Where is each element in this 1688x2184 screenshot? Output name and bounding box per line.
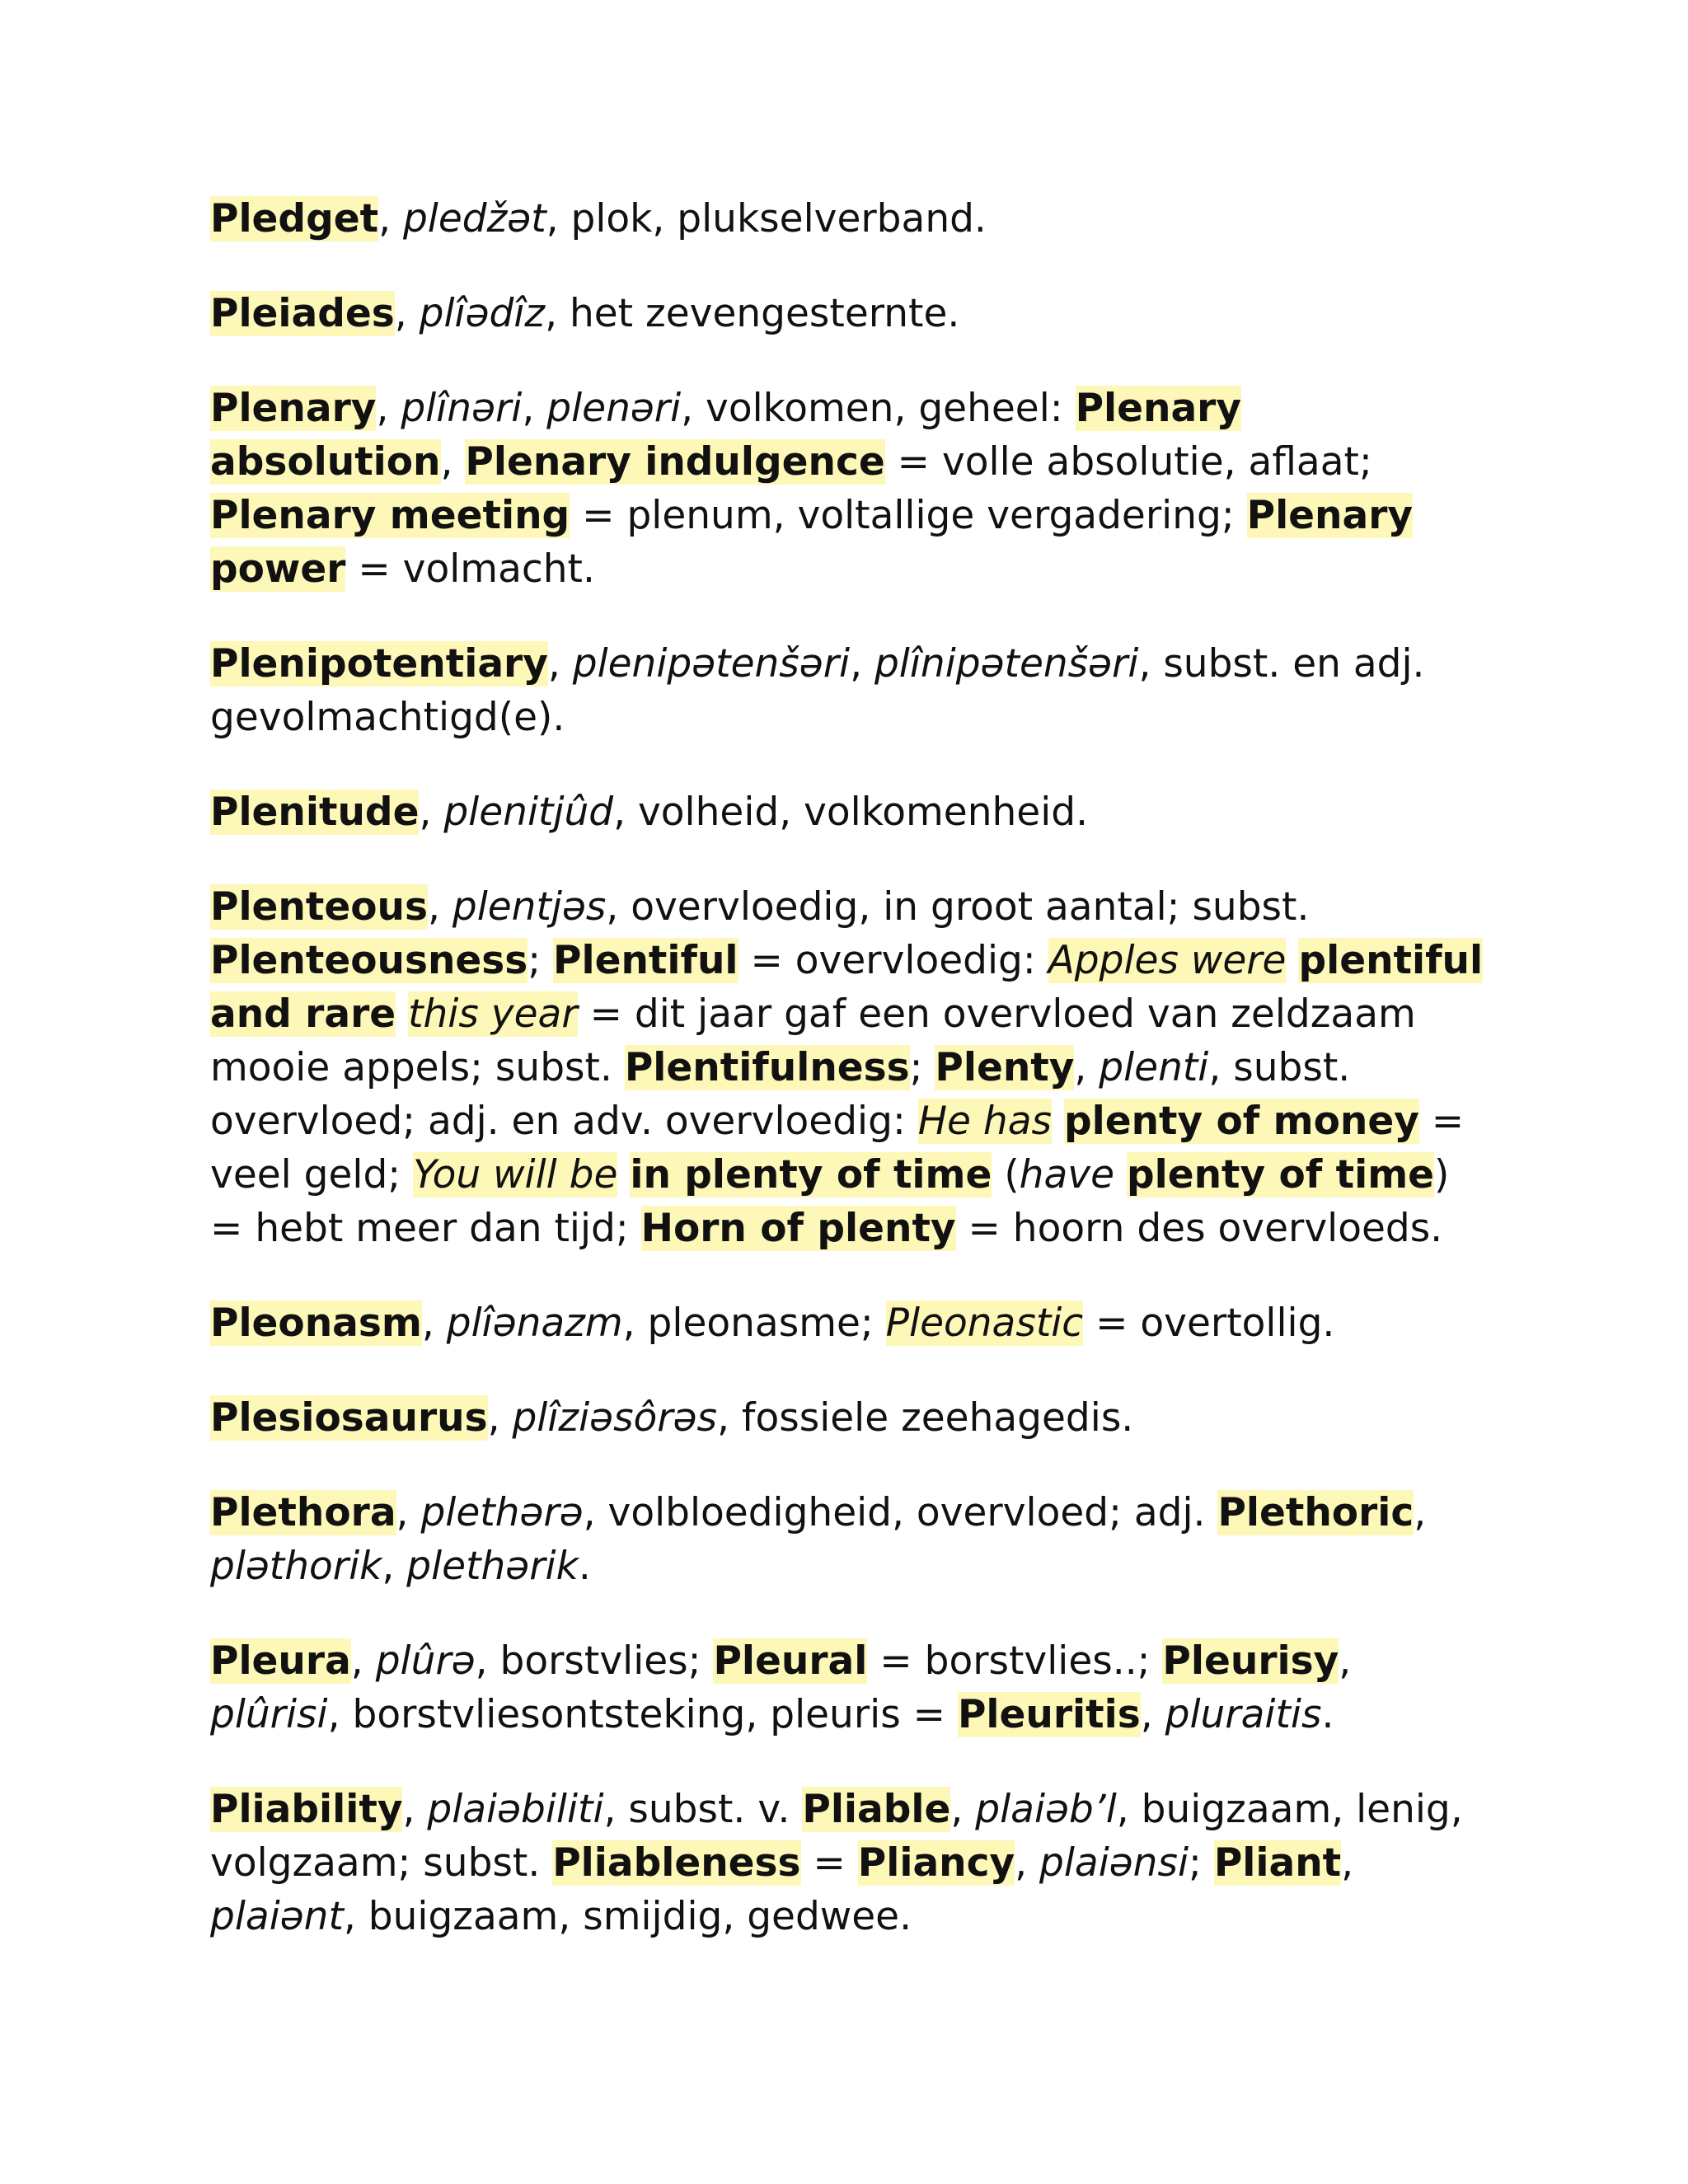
pronunciation: plenipətenšəri xyxy=(572,641,851,687)
headword: Plenary indulgence xyxy=(465,439,885,485)
definition-text: , overvloedig, in groot aantal; subst. xyxy=(606,884,1310,930)
definition-text: , xyxy=(487,1395,513,1441)
definition-text: , borstvlies; xyxy=(475,1638,714,1684)
definition-text: ) = hebt meer dan tijd; xyxy=(210,1152,1450,1251)
definition-text: = overvloedig: xyxy=(738,938,1048,983)
definition-text: , xyxy=(402,1787,428,1832)
pronunciation: plaiəb’l xyxy=(975,1787,1117,1832)
headword: Plenary meeting xyxy=(210,493,570,538)
headword: Pleonasm xyxy=(210,1301,422,1346)
definition-text: = volle absolutie, aflaat; xyxy=(884,439,1372,485)
definition-text: , buigzaam, smijdig, gedwee. xyxy=(343,1894,912,1939)
headword: Pliancy xyxy=(857,1840,1015,1886)
headword: Pleura xyxy=(210,1638,351,1684)
definition-text: , xyxy=(950,1787,976,1832)
pronunciation: plethərə xyxy=(420,1490,584,1535)
definition-text: , plok, plukselverband. xyxy=(546,196,987,241)
example-phrase: He has xyxy=(917,1099,1052,1144)
headword: in plenty of time xyxy=(630,1152,992,1197)
entry-pleiades xyxy=(210,287,1488,340)
definition-text: , subst. en adj. gevolmachtigd(e). xyxy=(210,641,1425,740)
definition-text: = dit jaar gaf een overvloed van zeldzaam mooie appels; subst. xyxy=(210,991,1416,1090)
definition-text: , xyxy=(350,1638,376,1684)
definition-text: , subst. overvloed; adj. en adv. overvloedig: xyxy=(210,1045,1351,1144)
definition-text: , borstvliesontsteking, pleuris = xyxy=(327,1692,958,1737)
definition-text xyxy=(396,991,408,1037)
definition-text: ; xyxy=(528,938,554,983)
entry-plenary xyxy=(210,382,1488,596)
entry-plenteous xyxy=(210,880,1488,1255)
definition-text: = hoorn des overvloeds. xyxy=(955,1206,1443,1251)
headword: Plenary xyxy=(210,386,377,431)
example-word: have xyxy=(1019,1152,1114,1197)
definition-text: , volbloedigheid, overvloed; adj. xyxy=(583,1490,1218,1535)
headword: Pliant xyxy=(1213,1840,1342,1886)
pronunciation: pledžət xyxy=(402,196,546,241)
definition-text: . xyxy=(1321,1692,1334,1737)
definition-text: , xyxy=(394,291,420,336)
headword: Plenary absolution xyxy=(210,386,1241,485)
entry-plesiosaurus xyxy=(210,1391,1488,1445)
definition-text: = xyxy=(800,1840,858,1886)
example-phrase: Pleonastic xyxy=(885,1301,1084,1346)
headword: Pliableness xyxy=(552,1840,801,1886)
pronunciation: pluraitis xyxy=(1165,1692,1322,1737)
definition-text xyxy=(1114,1152,1127,1197)
definition-text: , xyxy=(376,386,401,431)
headword: Pleurisy xyxy=(1162,1638,1339,1684)
entry-list xyxy=(210,192,1488,1943)
headword: Plenipotentiary xyxy=(210,641,548,687)
entry-pleonasm xyxy=(210,1296,1488,1350)
definition-text: , volheid, volkomenheid. xyxy=(613,790,1089,835)
example-phrase: Apples were xyxy=(1048,938,1287,983)
pronunciation: plîədîz xyxy=(419,291,546,336)
definition-text: = borstvlies..; xyxy=(867,1638,1163,1684)
definition-text: , xyxy=(382,1544,407,1589)
headword: Plentifulness xyxy=(624,1045,910,1090)
headword: Pliability xyxy=(210,1787,403,1832)
definition-text: , xyxy=(378,196,403,241)
definition-text: , xyxy=(440,439,466,485)
pronunciation: plaiənsi xyxy=(1039,1840,1189,1886)
headword: Pleiades xyxy=(210,291,395,336)
headword: plenty of money xyxy=(1063,1099,1419,1144)
headword: Plenary power xyxy=(210,493,1414,592)
headword: Plethoric xyxy=(1217,1490,1414,1535)
pronunciation: plînipətenšəri xyxy=(874,641,1139,687)
definition-text: , xyxy=(1341,1840,1354,1886)
definition-text xyxy=(617,1152,630,1197)
entry-plethora xyxy=(210,1486,1488,1593)
headword: Pliable xyxy=(802,1787,951,1832)
headword: plentiful and rare xyxy=(210,938,1484,1037)
headword: plenty of time xyxy=(1126,1152,1435,1197)
definition-text: , xyxy=(547,641,573,687)
definition-text: , xyxy=(1074,1045,1100,1090)
definition-text: , xyxy=(427,884,452,930)
pronunciation: pləthorik xyxy=(210,1544,382,1589)
definition-text: . xyxy=(578,1544,591,1589)
pronunciation: plînəri xyxy=(401,386,523,431)
definition-text: ; xyxy=(909,1045,935,1090)
definition-text: ( xyxy=(992,1152,1020,1197)
definition-text: , xyxy=(421,1301,447,1346)
entry-pledget xyxy=(210,192,1488,246)
definition-text: , xyxy=(1015,1840,1040,1886)
pronunciation: plaiəbiliti xyxy=(427,1787,604,1832)
definition-text: , xyxy=(419,790,444,835)
definition-text: , pleonasme; xyxy=(622,1301,886,1346)
definition-text: ; xyxy=(1189,1840,1214,1886)
definition-text: , xyxy=(1140,1692,1165,1737)
pronunciation: plentjəs xyxy=(452,884,607,930)
headword: Plenteous xyxy=(210,884,428,930)
headword: Pleuritis xyxy=(957,1692,1141,1737)
entry-pliability xyxy=(210,1783,1488,1943)
definition-text: = volmacht. xyxy=(345,546,595,592)
definition-text: , het zevengesternte. xyxy=(545,291,960,336)
headword: Plentiful xyxy=(553,938,738,983)
pronunciation: plethərik xyxy=(406,1544,579,1589)
headword: Horn of plenty xyxy=(640,1206,956,1251)
pronunciation: plîziəsôrəs xyxy=(512,1395,718,1441)
definition-text: , xyxy=(1414,1490,1427,1535)
definition-text: , subst. v. xyxy=(603,1787,803,1832)
definition-text: = overtollig. xyxy=(1083,1301,1335,1346)
headword: Plethora xyxy=(210,1490,396,1535)
definition-text: , xyxy=(522,386,547,431)
definition-text: , fossiele zeehagedis. xyxy=(717,1395,1134,1441)
definition-text: , xyxy=(850,641,874,687)
definition-text: = plenum, voltallige vergadering; xyxy=(570,493,1247,538)
pronunciation: plaiənt xyxy=(210,1894,344,1939)
definition-text: = veel geld; xyxy=(210,1099,1465,1197)
headword: Plesiosaurus xyxy=(210,1395,488,1441)
pronunciation: plenitjûd xyxy=(443,790,614,835)
pronunciation: plenti xyxy=(1099,1045,1209,1090)
headword: Pledget xyxy=(210,196,379,241)
definition-text: , volkomen, geheel: xyxy=(681,386,1076,431)
entry-plenitude xyxy=(210,785,1488,839)
pronunciation: plenəri xyxy=(546,386,682,431)
pronunciation: plûrə xyxy=(375,1638,476,1684)
definition-text: , xyxy=(1339,1638,1352,1684)
dictionary-page xyxy=(210,192,1488,1985)
headword: Plenty xyxy=(935,1045,1075,1090)
definition-text: , xyxy=(396,1490,421,1535)
pronunciation: plîənazm xyxy=(446,1301,623,1346)
definition-text xyxy=(1052,1099,1064,1144)
definition-text: , buigzaam, lenig, volgzaam; subst. xyxy=(210,1787,1463,1886)
entry-pleura xyxy=(210,1634,1488,1741)
example-phrase: You will be xyxy=(413,1152,618,1197)
definition-text xyxy=(1286,938,1298,983)
pronunciation: plûrisi xyxy=(210,1692,328,1737)
headword: Pleural xyxy=(713,1638,868,1684)
entry-plenipotentiary xyxy=(210,637,1488,744)
headword: Plenitude xyxy=(210,790,420,835)
example-phrase: this year xyxy=(408,991,578,1037)
headword: Plenteousness xyxy=(210,938,528,983)
